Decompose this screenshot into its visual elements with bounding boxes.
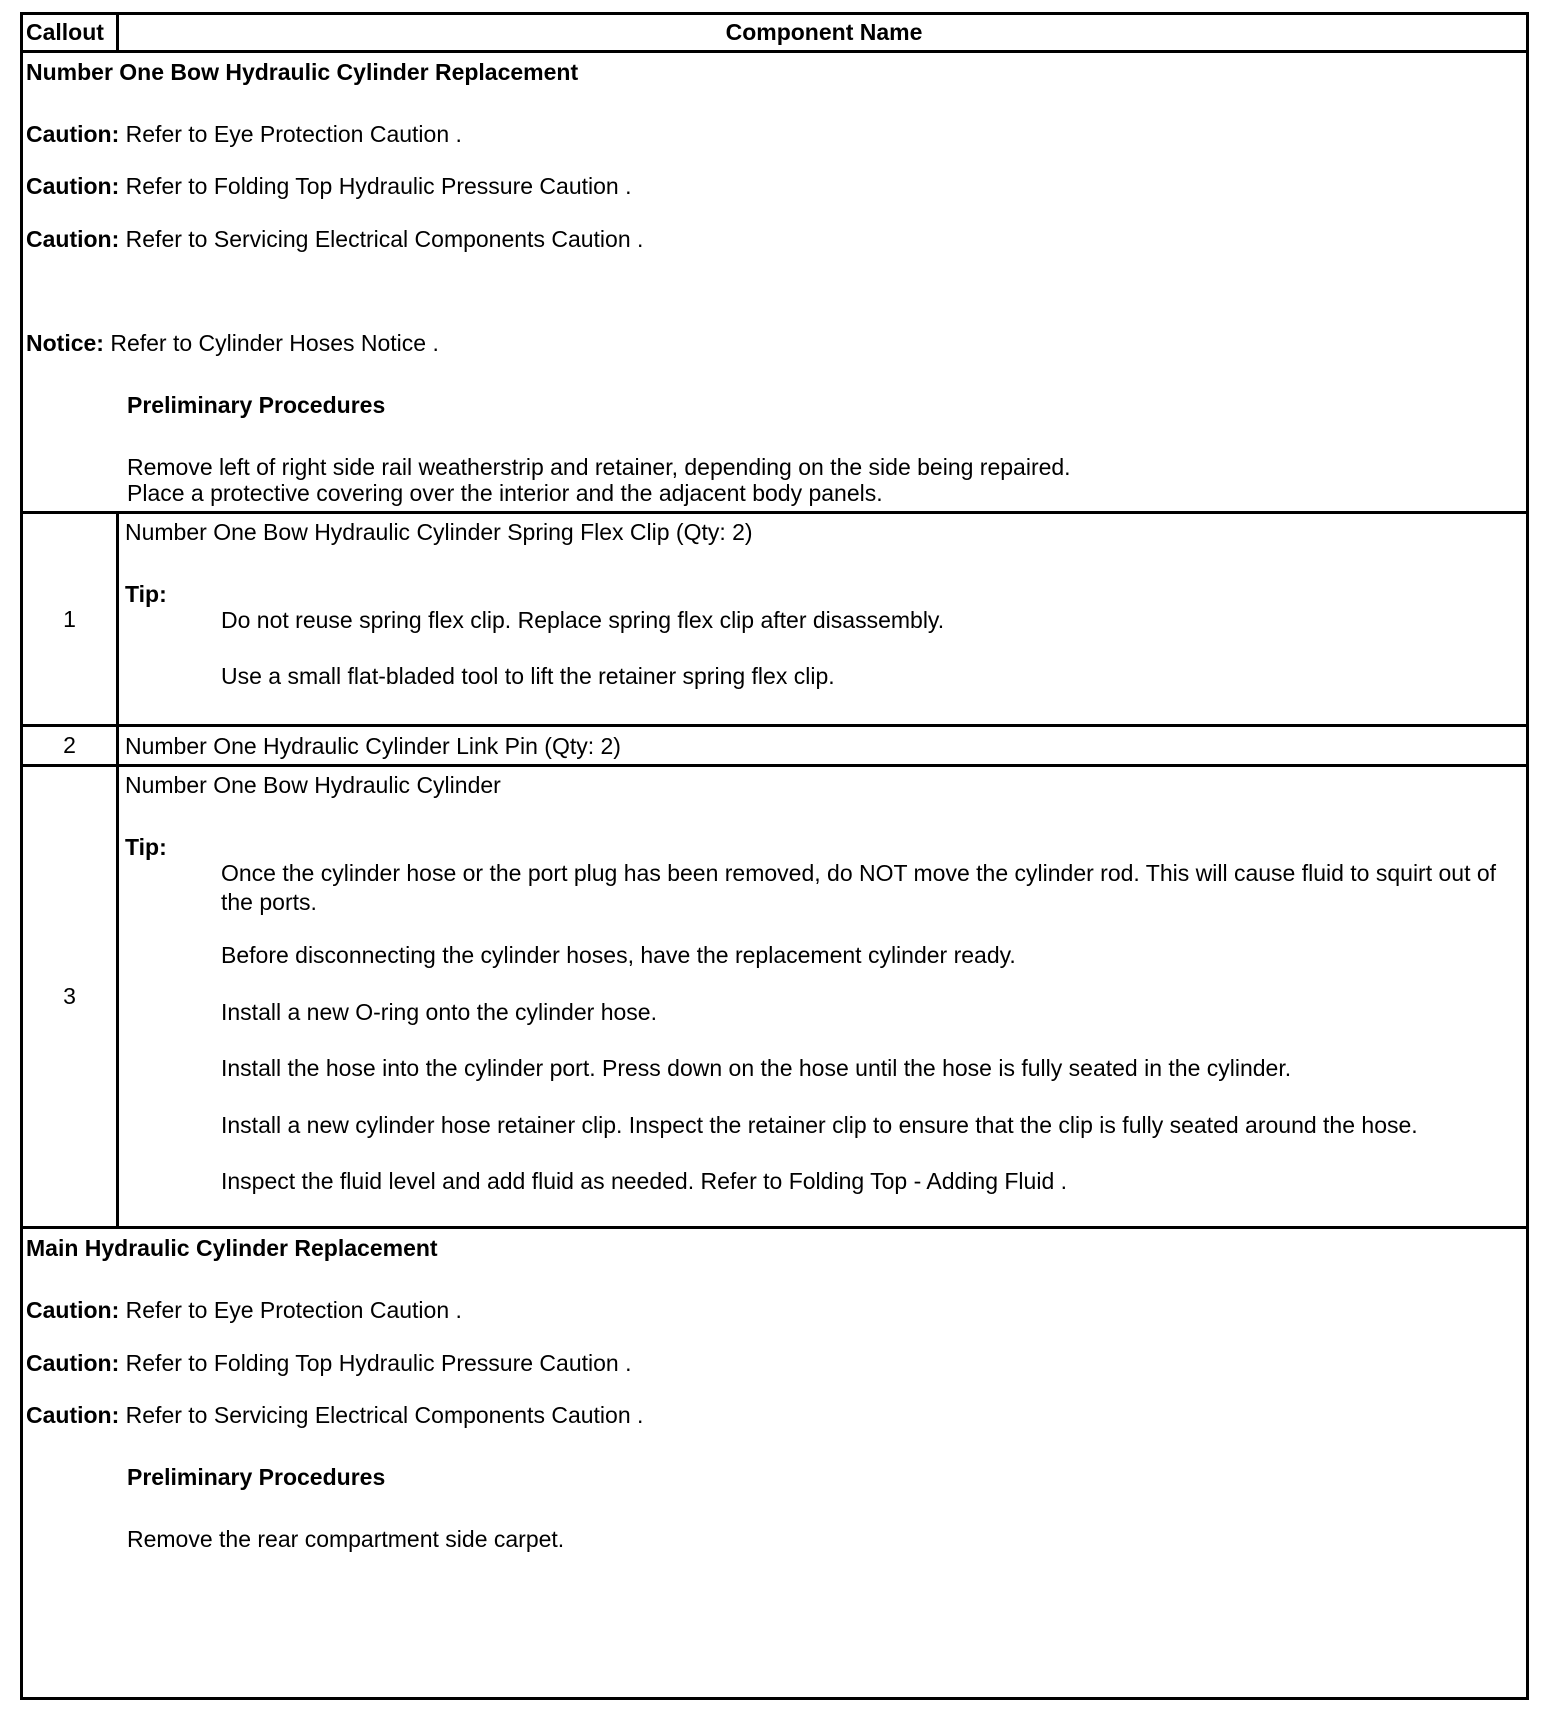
component-name: Number One Bow Hydraulic Cylinder xyxy=(125,772,501,798)
component-name-column-header: Component Name xyxy=(725,19,923,45)
preliminary-step: Remove left of right side rail weatherstrip and retainer, depending on the side being repaired. xyxy=(127,454,1071,480)
section-main-hydraulic-cylinder xyxy=(23,1229,1526,1697)
callout-number: 2 xyxy=(23,727,119,764)
tip-label: Tip: xyxy=(125,581,167,607)
caution-label: Caution: xyxy=(26,1297,120,1323)
section-title: Number One Bow Hydraulic Cylinder Replacement xyxy=(26,59,579,85)
callout-number: 1 xyxy=(23,514,119,724)
preliminary-procedures-title: Preliminary Procedures xyxy=(127,392,386,418)
callout-column-header: Callout xyxy=(23,15,119,50)
component-cell xyxy=(122,727,1526,764)
caution-text: Refer to Folding Top Hydraulic Pressure Caution . xyxy=(119,173,632,199)
caution-line xyxy=(26,1401,643,1430)
preliminary-step: Remove the rear compartment side carpet. xyxy=(127,1526,565,1552)
tip-item: Before disconnecting the cylinder hoses, have the replacement cylinder ready. xyxy=(221,942,1016,968)
section-title: Main Hydraulic Cylinder Replacement xyxy=(26,1235,438,1261)
component-name: Number One Bow Hydraulic Cylinder Spring Flex Clip (Qty: 2) xyxy=(125,519,753,545)
caution-label: Caution: xyxy=(26,226,120,252)
caution-text: Refer to Folding Top Hydraulic Pressure Caution . xyxy=(119,1350,632,1376)
preliminary-step: Place a protective covering over the interior and the adjacent body panels. xyxy=(127,480,883,506)
preliminary-procedures-title: Preliminary Procedures xyxy=(127,1464,386,1490)
caution-line xyxy=(26,172,631,201)
caution-line xyxy=(26,225,643,254)
component-table xyxy=(20,12,1529,1700)
tip-item: Once the cylinder hose or the port plug has been removed, do NOT move the cylinder rod. This will cause fluid to squirt out of the ports. xyxy=(221,860,1497,915)
caution-line xyxy=(26,120,462,149)
caution-label: Caution: xyxy=(26,121,120,147)
caution-line xyxy=(26,1349,631,1378)
table-header xyxy=(23,15,1526,53)
caution-label: Caution: xyxy=(26,1350,120,1376)
tip-item: Install a new O-ring onto the cylinder hose. xyxy=(221,999,657,1025)
caution-text: Refer to Servicing Electrical Components Caution . xyxy=(119,226,644,252)
table-row xyxy=(23,767,1526,1229)
notice-line xyxy=(26,329,439,358)
tip-item: Use a small flat-bladed tool to lift the retainer spring flex clip. xyxy=(221,663,835,689)
component-cell xyxy=(122,767,1526,1226)
tip-item: Inspect the fluid level and add fluid as needed. Refer to Folding Top - Adding Fluid . xyxy=(221,1168,1068,1194)
callout-number: 3 xyxy=(23,767,119,1226)
caution-label: Caution: xyxy=(26,173,120,199)
component-cell xyxy=(122,514,1526,724)
tip-item: Install a new cylinder hose retainer clip. Inspect the retainer clip to ensure that the clip is fully seated around the hose. xyxy=(221,1112,1418,1138)
section-number-one-bow xyxy=(23,53,1526,514)
caution-text: Refer to Eye Protection Caution . xyxy=(119,1297,462,1323)
caution-text: Refer to Servicing Electrical Components Caution . xyxy=(119,1402,644,1428)
table-row xyxy=(23,514,1526,727)
tip-label: Tip: xyxy=(125,834,167,860)
notice-label: Notice: xyxy=(26,330,104,356)
tip-item: Do not reuse spring flex clip. Replace spring flex clip after disassembly. xyxy=(221,607,945,633)
notice-text: Refer to Cylinder Hoses Notice . xyxy=(103,330,439,356)
caution-line xyxy=(26,1296,462,1325)
table-row xyxy=(23,727,1526,767)
caution-text: Refer to Eye Protection Caution . xyxy=(119,121,462,147)
component-name: Number One Hydraulic Cylinder Link Pin (Qty: 2) xyxy=(125,733,621,759)
caution-label: Caution: xyxy=(26,1402,120,1428)
tip-item: Install the hose into the cylinder port. Press down on the hose until the hose is fully seated in the cylinder. xyxy=(221,1055,1292,1081)
